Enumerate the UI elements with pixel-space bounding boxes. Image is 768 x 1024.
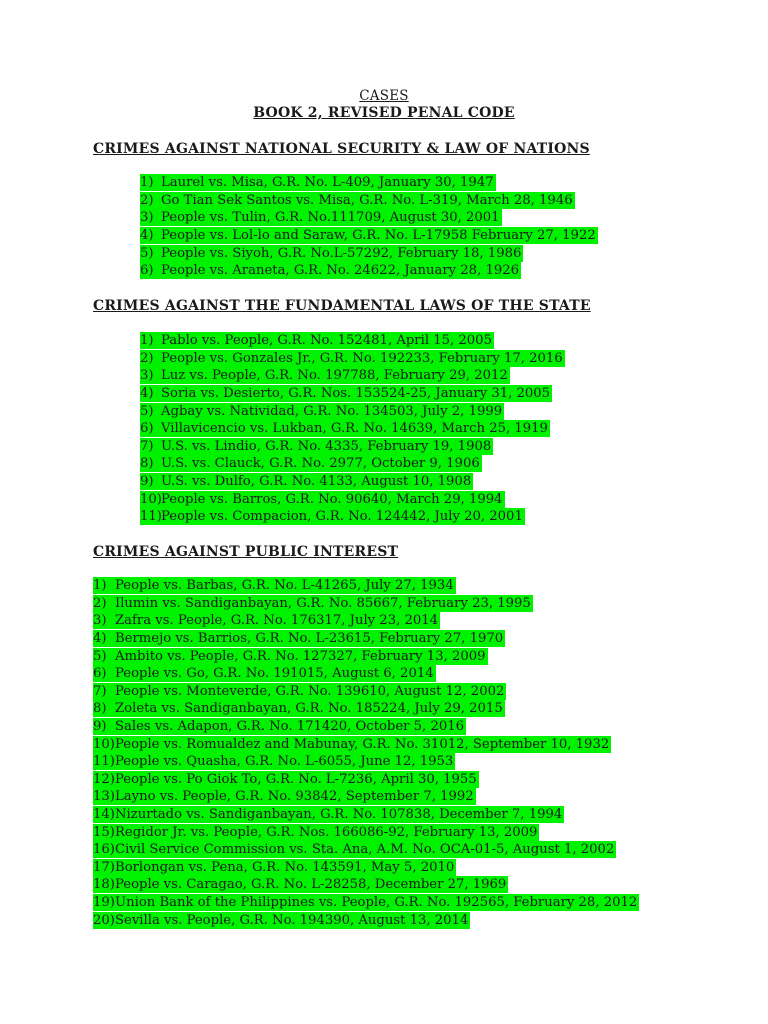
case-citation: People vs. Romualdez and Mabunay, G.R. No. 31012, September 10, 1932 <box>115 736 610 752</box>
case-number: 18) <box>93 877 115 893</box>
list-item <box>93 771 639 789</box>
case-list-national-security <box>140 174 598 280</box>
case-citation: Sevilla vs. People, G.R. No. 194390, August 13, 2014 <box>115 912 469 928</box>
list-item <box>93 630 639 648</box>
case-number: 7) <box>93 683 107 699</box>
case-citation: Regidor Jr. vs. People, G.R. Nos. 166086-92, February 13, 2009 <box>115 824 538 840</box>
case-number: 13) <box>93 789 115 805</box>
document-subtitle: BOOK 2, REVISED PENAL CODE <box>253 105 515 121</box>
case-number: 9) <box>140 474 154 490</box>
case-citation: U.S. vs. Dulfo, G.R. No. 4133, August 10, 1908 <box>161 474 472 490</box>
case-number: 1) <box>93 578 107 594</box>
case-citation: Union Bank of the Philippines vs. People, G.R. No. 192565, February 28, 2012 <box>115 894 638 910</box>
case-number: 5) <box>140 245 154 261</box>
case-number: 4) <box>140 228 154 244</box>
case-citation: People vs. Quasha, G.R. No. L-6055, June 12, 1953 <box>115 754 454 770</box>
list-item <box>93 788 639 806</box>
list-item <box>93 841 639 859</box>
case-number: 3) <box>93 613 107 629</box>
case-citation: U.S. vs. Clauck, G.R. No. 2977, October 9, 1906 <box>161 456 480 472</box>
list-item <box>140 192 598 210</box>
case-citation: Layno vs. People, G.R. No. 93842, September 7, 1992 <box>115 789 474 805</box>
case-number: 4) <box>93 631 107 647</box>
list-item <box>93 595 639 613</box>
case-number: 5) <box>93 648 107 664</box>
list-item <box>93 683 639 701</box>
case-citation: People vs. Barros, G.R. No. 90640, March 29, 1994 <box>161 491 503 507</box>
case-number: 1) <box>140 333 154 349</box>
case-number: 6) <box>140 421 154 437</box>
list-item <box>140 473 565 491</box>
list-item <box>93 823 639 841</box>
case-number: 17) <box>93 859 115 875</box>
case-citation: U.S. vs. Lindio, G.R. No. 4335, February 19, 1908 <box>161 438 492 454</box>
list-item <box>93 859 639 877</box>
list-item <box>93 718 639 736</box>
section-heading-national-security: CRIMES AGAINST NATIONAL SECURITY & LAW OF NATIONS <box>93 141 590 157</box>
case-citation: People vs. Go, G.R. No. 191015, August 6, 2014 <box>115 666 434 682</box>
case-citation: People vs. Araneta, G.R. No. 24622, January 28, 1926 <box>161 263 520 279</box>
case-citation: Luz vs. People, G.R. No. 197788, February 29, 2012 <box>161 368 508 384</box>
case-citation: Civil Service Commission vs. Sta. Ana, A.M. No. OCA-01-5, August 1, 2002 <box>115 842 615 858</box>
case-number: 6) <box>93 666 107 682</box>
list-item <box>140 227 598 245</box>
case-number: 8) <box>140 456 154 472</box>
case-number: 10) <box>140 491 162 507</box>
section-heading-fundamental-laws: CRIMES AGAINST THE FUNDAMENTAL LAWS OF THE STATE <box>93 298 591 314</box>
list-item <box>140 490 565 508</box>
list-item <box>93 700 639 718</box>
case-list-fundamental-laws <box>140 332 565 526</box>
list-item <box>140 438 565 456</box>
list-item <box>140 262 598 280</box>
list-item <box>140 174 598 192</box>
case-citation: Villavicencio vs. Lukban, G.R. No. 14639, March 25, 1919 <box>161 421 548 437</box>
case-number: 9) <box>93 719 107 735</box>
list-item <box>93 894 639 912</box>
list-item <box>93 665 639 683</box>
case-citation: Zoleta vs. Sandiganbayan, G.R. No. 185224, July 29, 2015 <box>115 701 503 717</box>
case-number: 3) <box>140 210 154 226</box>
case-number: 20) <box>93 912 115 928</box>
case-citation: People vs. Barbas, G.R. No. L-41265, July 27, 1934 <box>115 578 454 594</box>
case-number: 7) <box>140 438 154 454</box>
case-citation: People vs. Monteverde, G.R. No. 139610, August 12, 2002 <box>115 683 505 699</box>
case-citation: People vs. Compacion, G.R. No. 124442, July 20, 2001 <box>161 509 523 525</box>
document-title: CASES <box>359 88 409 104</box>
case-citation: People vs. Lol-lo and Saraw, G.R. No. L-17958 February 27, 1922 <box>161 228 596 244</box>
case-list-public-interest <box>93 577 639 929</box>
case-number: 5) <box>140 403 154 419</box>
case-citation: Laurel vs. Misa, G.R. No. L-409, January 30, 1947 <box>161 175 494 191</box>
case-number: 15) <box>93 824 115 840</box>
list-item <box>93 577 639 595</box>
case-number: 3) <box>140 368 154 384</box>
case-number: 2) <box>93 595 107 611</box>
case-citation: People vs. Tulin, G.R. No.111709, August 30, 2001 <box>161 210 500 226</box>
section-heading-public-interest: CRIMES AGAINST PUBLIC INTEREST <box>93 544 399 560</box>
list-item <box>140 244 598 262</box>
list-item <box>140 209 598 227</box>
list-item <box>93 735 639 753</box>
case-citation: People vs. Siyoh, G.R. No.L-57292, February 18, 1986 <box>161 245 522 261</box>
case-citation: Pablo vs. People, G.R. No. 152481, April 15, 2005 <box>161 333 492 349</box>
case-number: 11) <box>140 509 162 525</box>
case-citation: Zafra vs. People, G.R. No. 176317, July 23, 2014 <box>115 613 439 629</box>
case-number: 11) <box>93 754 115 770</box>
case-citation: People vs. Po Giok To, G.R. No. L-7236, April 30, 1955 <box>115 771 477 787</box>
case-citation: Borlongan vs. Pena, G.R. No. 143591, May 5, 2010 <box>115 859 455 875</box>
case-citation: People vs. Gonzales Jr., G.R. No. 192233, February 17, 2016 <box>161 350 563 366</box>
case-number: 4) <box>140 386 154 402</box>
case-number: 6) <box>140 263 154 279</box>
list-item <box>140 385 565 403</box>
list-item <box>140 367 565 385</box>
list-item <box>93 647 639 665</box>
case-number: 16) <box>93 842 115 858</box>
list-item <box>93 753 639 771</box>
case-citation: Soria vs. Desierto, G.R. Nos. 153524-25, January 31, 2005 <box>161 386 551 402</box>
case-citation: Nizurtado vs. Sandiganbayan, G.R. No. 107838, December 7, 1994 <box>115 807 563 823</box>
case-number: 19) <box>93 894 115 910</box>
list-item <box>140 350 565 368</box>
case-citation: Agbay vs. Natividad, G.R. No. 134503, July 2, 1999 <box>161 403 503 419</box>
list-item <box>93 911 639 929</box>
case-citation: People vs. Caragao, G.R. No. L-28258, December 27, 1969 <box>115 877 507 893</box>
case-citation: Go Tian Sek Santos vs. Misa, G.R. No. L-319, March 28, 1946 <box>161 192 573 208</box>
case-number: 14) <box>93 807 115 823</box>
case-citation: Sales vs. Adapon, G.R. No. 171420, October 5, 2016 <box>115 719 465 735</box>
case-number: 2) <box>140 350 154 366</box>
case-citation: Bermejo vs. Barrios, G.R. No. L-23615, February 27, 1970 <box>115 631 504 647</box>
case-number: 2) <box>140 192 154 208</box>
list-item <box>140 402 565 420</box>
case-citation: Ambito vs. People, G.R. No. 127327, February 13, 2009 <box>115 648 486 664</box>
case-number: 1) <box>140 175 154 191</box>
list-item <box>140 332 565 350</box>
case-number: 10) <box>93 736 115 752</box>
case-number: 12) <box>93 771 115 787</box>
list-item <box>140 455 565 473</box>
list-item <box>93 806 639 824</box>
list-item <box>140 420 565 438</box>
list-item <box>93 612 639 630</box>
case-number: 8) <box>93 701 107 717</box>
list-item <box>93 876 639 894</box>
case-citation: Ilumin vs. Sandiganbayan, G.R. No. 85667, February 23, 1995 <box>115 595 531 611</box>
list-item <box>140 508 565 526</box>
